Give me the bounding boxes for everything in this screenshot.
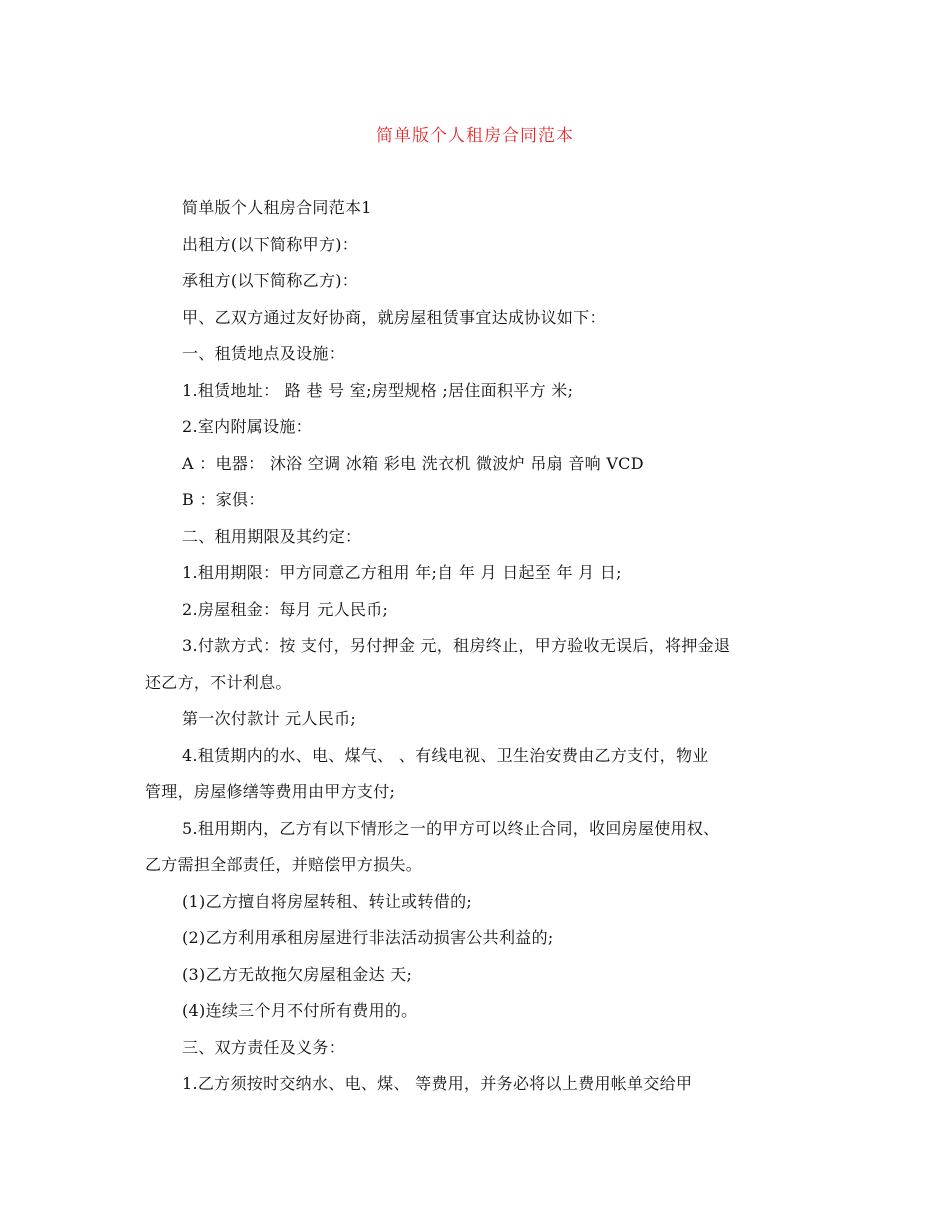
paragraph-line: 管理，房屋修缮等费用由甲方支付; <box>145 782 396 801</box>
paragraph-line: 承租方(以下简称乙方)： <box>182 271 359 290</box>
paragraph-line: 二、租用期限及其约定： <box>182 526 362 546</box>
paragraph-line: 还乙方，不计利息。 <box>145 672 292 692</box>
paragraph-line: (3)乙方无故拖欠房屋租金达 天; <box>182 964 413 984</box>
paragraph-line: 1.租赁地址： 路 巷 号 室;房型规格 ;居住面积平方 米; <box>182 380 574 400</box>
paragraph-line: 三、双方责任及义务： <box>182 1037 346 1057</box>
paragraph-line: 乙方需担全部责任，并赔偿甲方损失。 <box>145 855 423 874</box>
paragraph-line: 4.租赁期内的水、电、煤气、 、有线电视、卫生治安费由乙方支付，物业 <box>182 745 709 765</box>
paragraph-line: 1.乙方须按时交纳水、电、煤、 等费用，并务必将以上费用帐单交给甲 <box>182 1074 693 1093</box>
paragraph-line: 2.室内附属设施： <box>182 417 312 436</box>
paragraph-line: (1)乙方擅自将房屋转租、转让或转借的; <box>182 891 473 911</box>
paragraph-line: 出租方(以下简称甲方)： <box>182 234 359 254</box>
paragraph-line: 甲、乙双方通过友好协商，就房屋租赁事宜达成协议如下： <box>182 307 606 327</box>
paragraph-line: 一、租赁地点及设施： <box>182 344 346 363</box>
paragraph-line: 第一次付款计 元人民币; <box>182 709 357 728</box>
paragraph-line: B ：家俱： <box>182 490 265 509</box>
document-body <box>145 196 810 1109</box>
paragraph-line: 3.付款方式：按 支付，另付押金 元，租房终止，甲方验收无误后，将押金退 <box>182 636 731 655</box>
paragraph-line: 2.房屋租金：每月 元人民币; <box>182 599 389 619</box>
document-title: 简单版个人租房合同范本 <box>376 126 574 146</box>
paragraph-line: 5.租用期内，乙方有以下情形之一的甲方可以终止合同，收回房屋使用权、 <box>182 818 720 838</box>
paragraph-line: 简单版个人租房合同范本1 <box>182 198 372 217</box>
paragraph-line: 1.租用期限：甲方同意乙方租用 年;自 年 月 日起至 年 月 日; <box>182 563 622 582</box>
paragraph-line: (4)连续三个月不付所有费用的。 <box>182 1001 418 1020</box>
paragraph-line: A ：电器： 沐浴 空调 冰箱 彩电 洗衣机 微波炉 吊扇 音响 VCD <box>182 453 644 473</box>
paragraph-line: (2)乙方利用承租房屋进行非法活动损害公共利益的; <box>182 928 554 947</box>
